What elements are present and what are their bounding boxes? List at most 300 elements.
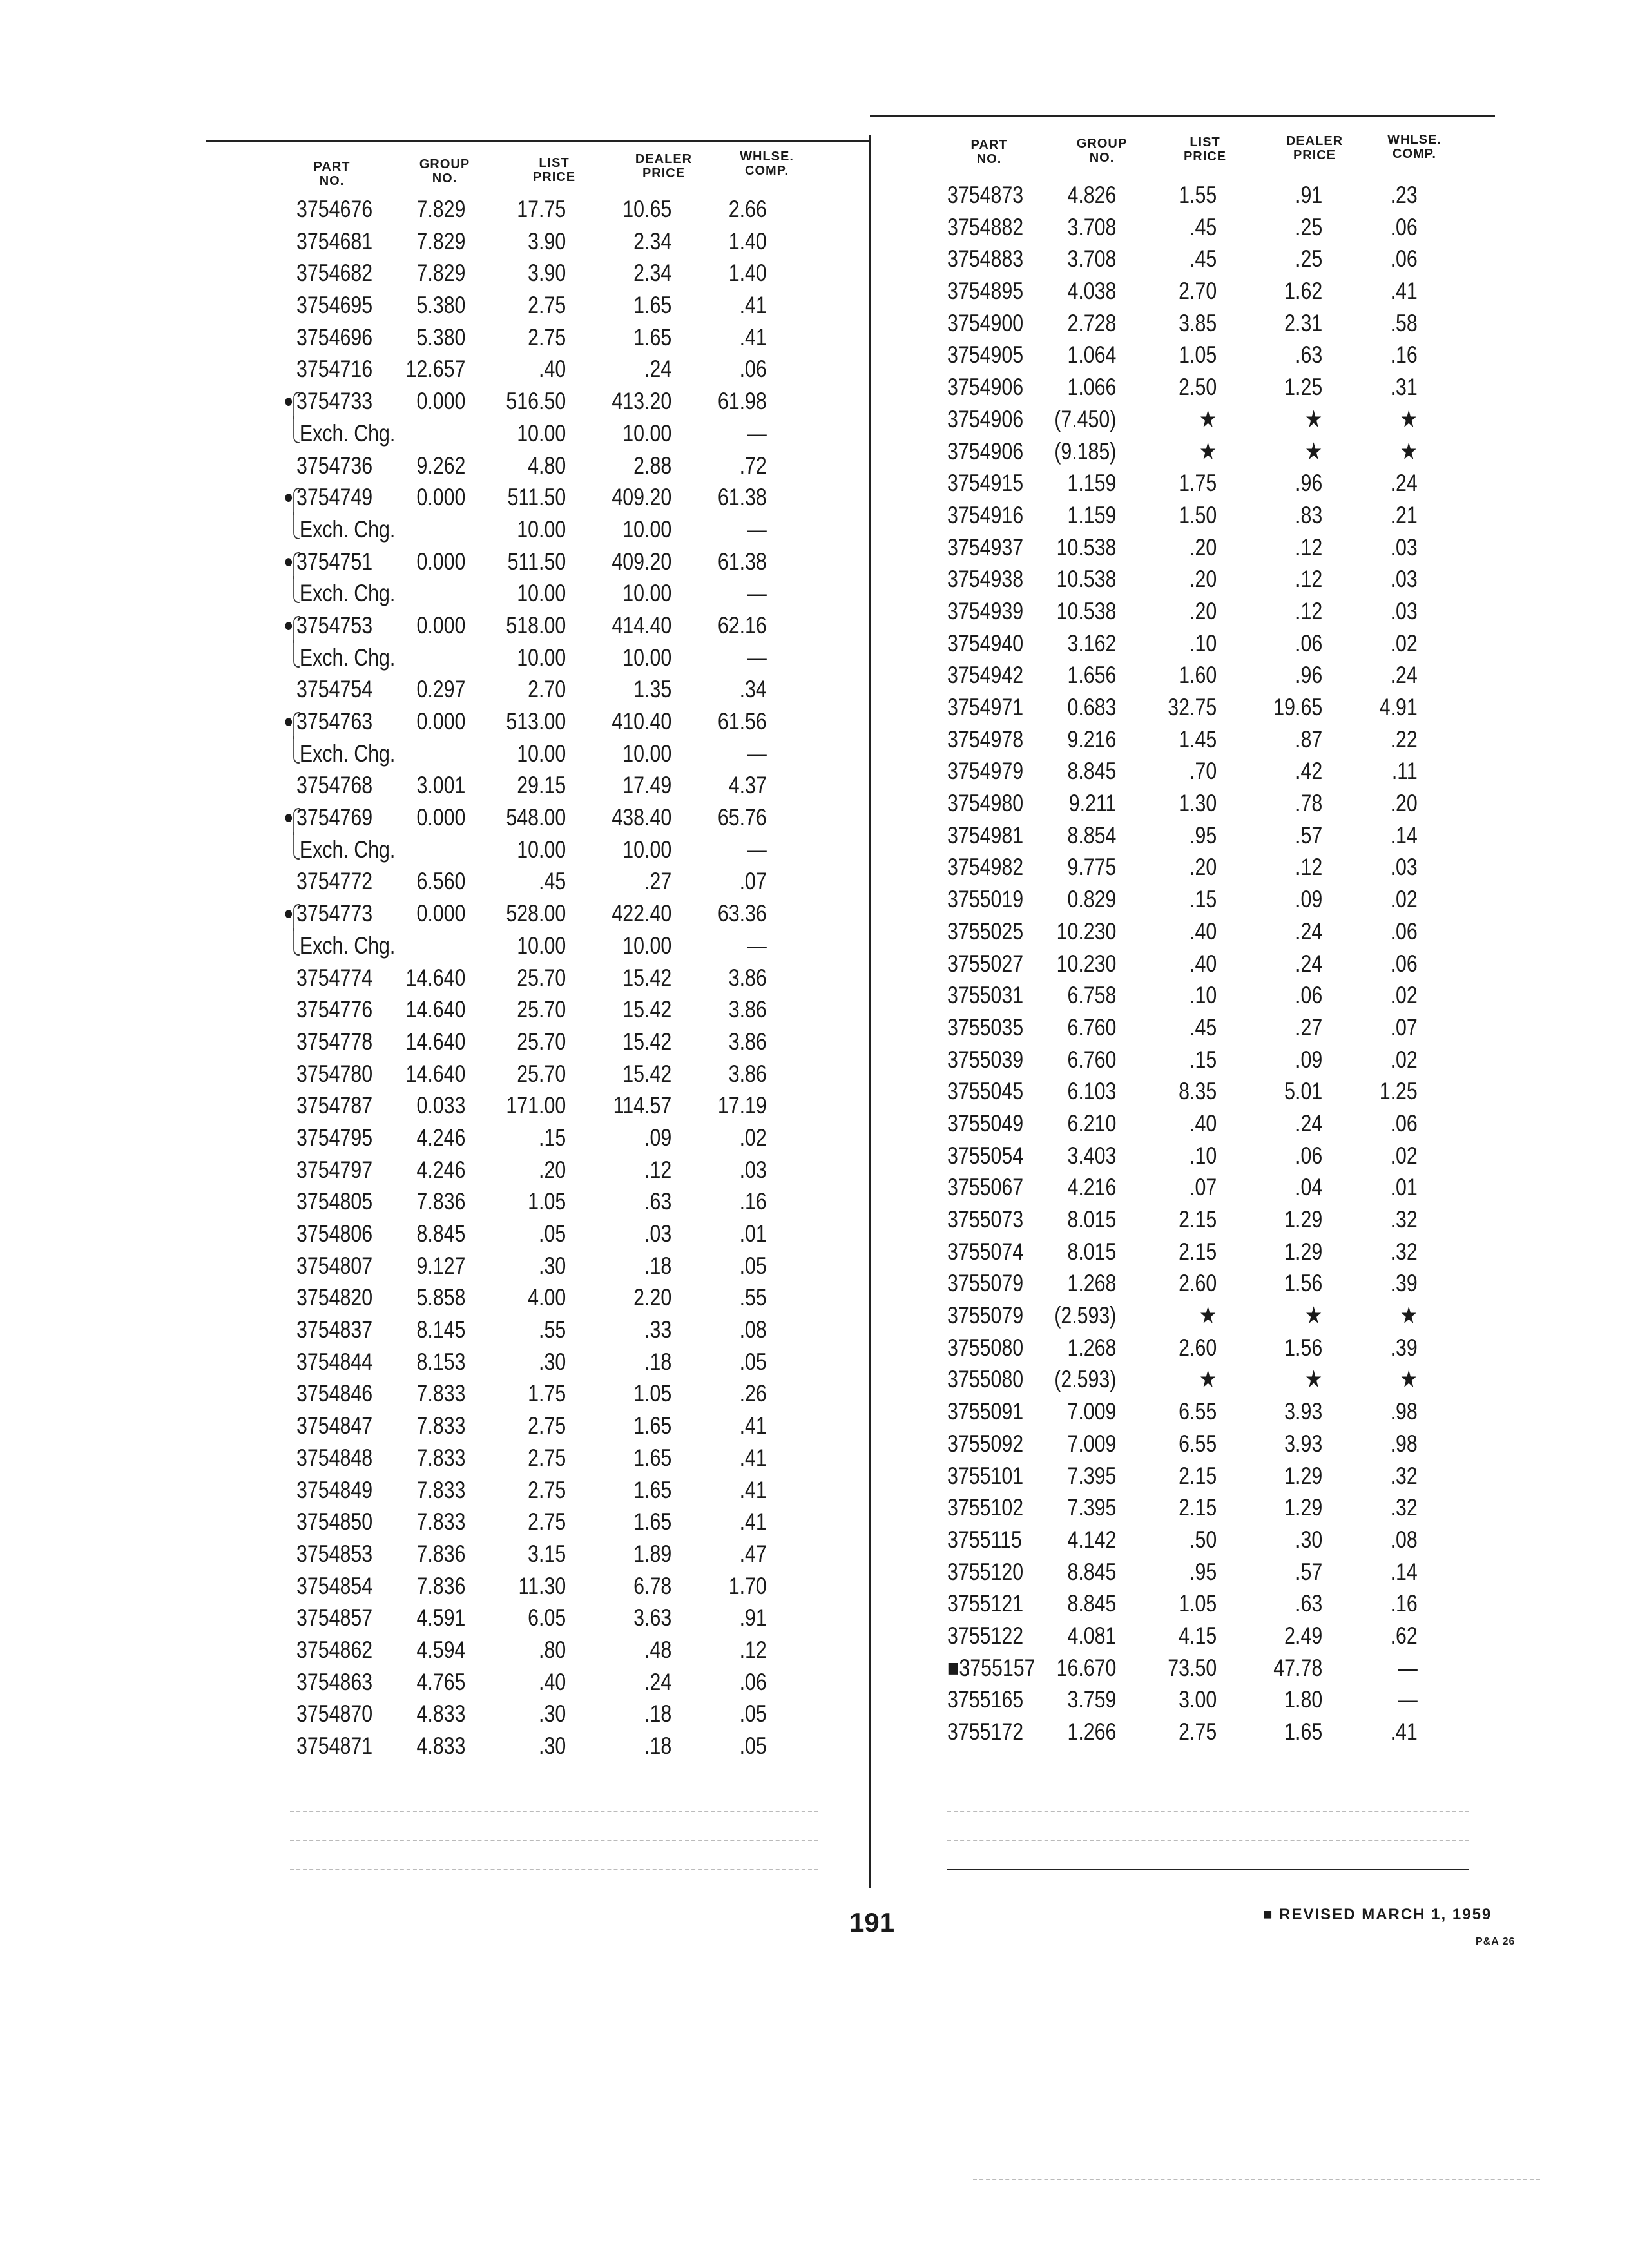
part-number-cell: 3754772 — [296, 868, 373, 895]
table-row — [947, 820, 1423, 852]
list-price-cell: 4.00 — [528, 1284, 566, 1311]
list-price-cell: 2.15 — [1179, 1462, 1217, 1489]
list-price-cell: 548.00 — [506, 804, 566, 831]
group-number-cell: 9.216 — [1067, 726, 1117, 753]
table-row — [296, 257, 772, 289]
list-price-cell: .30 — [539, 1700, 566, 1727]
list-price-cell: .80 — [539, 1636, 566, 1663]
new-part-bullet-icon: ● — [284, 903, 294, 925]
header-list — [1163, 135, 1247, 164]
part-number-cell: 3754895 — [947, 278, 1024, 305]
dealer-price-cell: 414.40 — [612, 611, 672, 639]
part-number-cell: 3755027 — [947, 950, 1024, 977]
group-number-cell: 8.153 — [416, 1348, 466, 1375]
header-part-line1: PART — [970, 138, 1008, 152]
part-number-cell: 3754716 — [296, 356, 373, 383]
wholesale-comp-cell: .22 — [1390, 726, 1418, 753]
dealer-price-cell: 1.65 — [633, 1444, 672, 1471]
part-number-cell: 3754695 — [296, 292, 373, 319]
dealer-price-cell: 10.00 — [622, 419, 672, 447]
dealer-price-cell: 1.29 — [1284, 1206, 1323, 1233]
wholesale-comp-cell: .34 — [739, 676, 767, 703]
list-price-cell: 4.80 — [528, 452, 566, 479]
dealer-price-cell: .06 — [1295, 1142, 1323, 1169]
part-number-cell: 3754971 — [947, 694, 1024, 720]
wholesale-comp-cell: .98 — [1390, 1430, 1418, 1457]
group-number-cell: 4.081 — [1067, 1622, 1117, 1649]
group-number-cell: 0.683 — [1067, 694, 1117, 720]
group-number-cell: 6.210 — [1067, 1110, 1117, 1137]
list-price-cell: .45 — [1190, 245, 1217, 273]
dealer-price-cell: .09 — [644, 1124, 672, 1151]
wholesale-comp-cell: — — [1398, 1654, 1418, 1681]
group-number-cell: 7.833 — [416, 1444, 466, 1471]
wholesale-comp-cell: ★ — [1400, 1366, 1418, 1393]
dealer-price-cell: 1.29 — [1284, 1462, 1323, 1489]
table-row — [296, 994, 772, 1026]
wholesale-comp-cell: .05 — [739, 1733, 767, 1759]
wholesale-comp-cell: .03 — [1390, 566, 1418, 593]
header-whlse-line2: COMP. — [745, 164, 789, 178]
header-whlse-line2: COMP. — [1393, 147, 1436, 161]
bottom-rule-right — [947, 1869, 1469, 1870]
table-row — [296, 962, 772, 994]
header-dealer-line1: DEALER — [635, 152, 693, 166]
list-price-cell: 10.00 — [517, 644, 566, 671]
dealer-price-cell: 1.29 — [1284, 1494, 1323, 1521]
group-number-cell: 10.230 — [1056, 950, 1117, 977]
list-price-cell: 17.75 — [517, 196, 566, 222]
table-row — [296, 1122, 772, 1154]
group-number-cell: 4.246 — [416, 1156, 466, 1183]
wholesale-comp-cell: 3.86 — [728, 964, 767, 991]
part-number-cell: 3754805 — [296, 1188, 373, 1215]
dealer-price-cell: 2.88 — [633, 452, 672, 479]
dealer-price-cell: .18 — [644, 1348, 672, 1375]
header-group-line2: NO. — [432, 171, 458, 186]
table-row — [296, 1442, 772, 1474]
wholesale-comp-cell: 63.36 — [717, 900, 767, 927]
part-number-cell: 3754797 — [296, 1156, 373, 1183]
dealer-price-cell: .04 — [1295, 1174, 1323, 1201]
brace-icon — [293, 512, 300, 539]
dealer-price-cell: .24 — [644, 1668, 672, 1695]
list-price-cell: 25.70 — [517, 964, 566, 991]
dealer-price-cell: 438.40 — [612, 804, 672, 831]
part-number-cell: 3754940 — [947, 629, 1024, 657]
group-number-cell: 4.833 — [416, 1733, 466, 1759]
dealer-price-cell: 17.49 — [622, 772, 672, 799]
dealer-price-cell: 1.65 — [1284, 1718, 1323, 1745]
part-number-cell: 3755019 — [947, 886, 1024, 913]
wholesale-comp-cell: .02 — [739, 1124, 767, 1151]
wholesale-comp-cell: .02 — [1390, 629, 1418, 657]
wholesale-comp-cell: 1.40 — [728, 260, 767, 287]
group-number-cell: 3.708 — [1067, 213, 1117, 240]
table-row — [296, 642, 772, 674]
group-number-cell: 1.268 — [1067, 1270, 1117, 1297]
new-part-bullet-icon: ● — [284, 486, 294, 508]
list-price-cell: 2.15 — [1179, 1206, 1217, 1233]
brace-icon — [293, 928, 300, 956]
dealer-price-cell: 409.20 — [612, 548, 672, 575]
dealer-price-cell: 1.65 — [633, 1476, 672, 1503]
group-number-cell: 6.758 — [1067, 982, 1117, 1009]
header-part — [947, 138, 1031, 166]
header-list — [512, 156, 596, 184]
part-number-cell: 3754773 — [296, 900, 373, 927]
table-row — [284, 898, 772, 930]
dealer-price-cell: .57 — [1295, 822, 1323, 849]
dealer-price-cell: .03 — [644, 1220, 672, 1247]
table-row — [947, 1363, 1423, 1396]
table-row — [947, 532, 1423, 564]
table-row — [296, 1698, 772, 1730]
wholesale-comp-cell: .01 — [739, 1220, 767, 1247]
list-price-cell: 10.00 — [517, 932, 566, 959]
table-row — [947, 243, 1423, 275]
list-price-cell: 516.50 — [506, 388, 566, 415]
dealer-price-cell: 10.00 — [622, 836, 672, 863]
table-row — [296, 865, 772, 898]
group-number-cell: 7.395 — [1067, 1462, 1117, 1489]
group-number-cell: 6.560 — [416, 868, 466, 895]
table-row — [296, 1154, 772, 1186]
list-price-cell: 3.15 — [528, 1540, 566, 1567]
group-number-cell: 3.759 — [1067, 1686, 1117, 1713]
list-price-cell: 6.55 — [1179, 1430, 1217, 1457]
table-row — [947, 1300, 1423, 1332]
group-number-cell: 7.829 — [416, 227, 466, 255]
table-row — [296, 1346, 772, 1378]
table-row — [947, 1428, 1423, 1460]
wholesale-comp-cell: .14 — [1390, 822, 1418, 849]
wholesale-comp-cell: .16 — [1390, 341, 1418, 369]
list-price-cell: 25.70 — [517, 1060, 566, 1087]
dealer-price-cell: 15.42 — [622, 964, 672, 991]
dealer-price-cell: .25 — [1295, 245, 1323, 273]
part-number-cell: 3754751 — [296, 548, 373, 575]
part-number-cell: Exch. Chg. — [299, 419, 396, 447]
table-row — [947, 1684, 1423, 1716]
wholesale-comp-cell: — — [747, 419, 767, 447]
group-number-cell: 6.760 — [1067, 1014, 1117, 1041]
list-price-cell: 2.60 — [1179, 1270, 1217, 1297]
wholesale-comp-cell: .08 — [1390, 1526, 1418, 1553]
list-price-cell: 2.75 — [528, 292, 566, 319]
group-number-cell: 8.015 — [1067, 1206, 1117, 1233]
wholesale-comp-cell: 61.38 — [717, 548, 767, 575]
table-row — [947, 1556, 1423, 1588]
header-part-line2: NO. — [319, 174, 345, 188]
wholesale-comp-cell: — — [747, 932, 767, 959]
part-number-cell: 3754844 — [296, 1348, 373, 1375]
part-number-cell: 3754906 — [947, 374, 1024, 401]
page-number: 191 — [849, 1907, 895, 1937]
wholesale-comp-cell: .91 — [739, 1604, 767, 1631]
wholesale-comp-cell: .06 — [1390, 245, 1418, 273]
wholesale-comp-cell: .72 — [739, 452, 767, 479]
dealer-price-cell: ★ — [1304, 437, 1323, 465]
list-price-cell: .10 — [1190, 1142, 1217, 1169]
dealer-price-cell: .24 — [1295, 950, 1323, 977]
dealer-price-cell: .12 — [1295, 566, 1323, 593]
wholesale-comp-cell: .16 — [739, 1188, 767, 1215]
dealer-price-cell: .18 — [644, 1252, 672, 1279]
part-number-cell: 3754915 — [947, 470, 1024, 497]
part-number-cell: 3754846 — [296, 1380, 373, 1407]
part-number-cell: 3754850 — [296, 1508, 373, 1535]
group-number-cell: 14.640 — [405, 996, 466, 1023]
wholesale-comp-cell: .32 — [1390, 1206, 1418, 1233]
list-price-cell: .20 — [1190, 597, 1217, 624]
part-number-cell: 3755067 — [947, 1174, 1024, 1201]
dealer-price-cell: 2.34 — [633, 227, 672, 255]
part-number-cell: 3755080 — [947, 1366, 1024, 1393]
table-row — [296, 1250, 772, 1282]
header-list-line1: LIST — [1190, 135, 1220, 149]
group-number-cell: 7.833 — [416, 1380, 466, 1407]
part-number-cell: 3754906 — [947, 405, 1024, 432]
wholesale-comp-cell: 61.56 — [717, 708, 767, 735]
wholesale-comp-cell: .05 — [739, 1348, 767, 1375]
part-number-cell: 3754848 — [296, 1444, 373, 1471]
group-number-cell: 10.538 — [1056, 566, 1117, 593]
left-price-table — [284, 193, 876, 1762]
part-number-cell: Exch. Chg. — [299, 644, 396, 671]
list-price-cell: 2.75 — [528, 1412, 566, 1439]
group-number-cell: (9.185) — [1054, 437, 1117, 465]
part-number-cell: 3754682 — [296, 260, 373, 287]
table-row — [947, 659, 1423, 691]
dealer-price-cell: .09 — [1295, 1046, 1323, 1073]
dealer-price-cell: .63 — [1295, 341, 1323, 369]
part-number-cell: 3754870 — [296, 1700, 373, 1727]
group-number-cell: (7.450) — [1054, 405, 1117, 432]
table-row — [947, 1171, 1423, 1204]
dealer-price-cell: 1.62 — [1284, 278, 1323, 305]
wholesale-comp-cell: .41 — [739, 1444, 767, 1471]
part-number-cell: 3754978 — [947, 726, 1024, 753]
list-price-cell: 10.00 — [517, 419, 566, 447]
wholesale-comp-cell: .05 — [739, 1700, 767, 1727]
wholesale-comp-cell: .39 — [1390, 1334, 1418, 1361]
list-price-cell: 2.15 — [1179, 1238, 1217, 1265]
table-row — [296, 1314, 772, 1346]
wholesale-comp-cell: .32 — [1390, 1238, 1418, 1265]
group-number-cell: 8.015 — [1067, 1238, 1117, 1265]
list-price-cell: 1.50 — [1179, 501, 1217, 528]
list-price-cell: 32.75 — [1168, 694, 1217, 720]
dealer-price-cell: .27 — [1295, 1014, 1323, 1041]
wholesale-comp-cell: .26 — [739, 1380, 767, 1407]
group-number-cell: 8.845 — [1067, 1558, 1117, 1585]
dealer-price-cell: .25 — [1295, 213, 1323, 240]
wholesale-comp-cell: .02 — [1390, 1142, 1418, 1169]
wholesale-comp-cell: — — [747, 515, 767, 543]
list-price-cell: 2.60 — [1179, 1334, 1217, 1361]
wholesale-comp-cell: .32 — [1390, 1494, 1418, 1521]
group-number-cell: 4.765 — [416, 1668, 466, 1695]
header-whlse-line1: WHLSE. — [740, 149, 794, 164]
list-price-cell: 2.75 — [528, 1508, 566, 1535]
header-group-line1: GROUP — [419, 157, 470, 171]
header-dealer-line2: PRICE — [1293, 148, 1336, 162]
list-price-cell: .30 — [539, 1252, 566, 1279]
list-price-cell: .20 — [1190, 566, 1217, 593]
part-number-cell: 3754749 — [296, 484, 373, 511]
group-number-cell: 4.594 — [416, 1636, 466, 1663]
part-number-cell: 3754938 — [947, 566, 1024, 593]
part-number-cell: 3754939 — [947, 597, 1024, 624]
part-number-cell: 3754853 — [296, 1540, 373, 1567]
table-row — [296, 834, 772, 866]
group-number-cell: 7.833 — [416, 1476, 466, 1503]
dealer-price-cell: .57 — [1295, 1558, 1323, 1585]
wholesale-comp-cell: .03 — [1390, 597, 1418, 624]
part-number-cell: 3754820 — [296, 1284, 373, 1311]
wholesale-comp-cell: .41 — [739, 1508, 767, 1535]
part-number-cell: 3754871 — [296, 1733, 373, 1759]
list-price-cell: .15 — [539, 1124, 566, 1151]
list-price-cell: 2.75 — [1179, 1718, 1217, 1745]
wholesale-comp-cell: 3.86 — [728, 1028, 767, 1055]
list-price-cell: .20 — [1190, 854, 1217, 881]
table-row — [947, 724, 1423, 756]
table-row — [947, 1396, 1423, 1428]
list-price-cell: .45 — [1190, 1014, 1217, 1041]
part-number-cell: 3755091 — [947, 1398, 1024, 1425]
table-row — [947, 948, 1423, 980]
group-number-cell: 7.836 — [416, 1540, 466, 1567]
part-number-cell: 3755054 — [947, 1142, 1024, 1169]
section-code: P&A 26 — [1476, 1936, 1516, 1947]
table-row — [947, 628, 1423, 660]
table-row — [947, 1524, 1423, 1556]
wholesale-comp-cell: .41 — [739, 292, 767, 319]
table-row — [296, 1378, 772, 1410]
header-list-line2: PRICE — [1183, 149, 1227, 164]
group-number-cell: 16.670 — [1056, 1654, 1117, 1681]
part-number-cell: 3754795 — [296, 1124, 373, 1151]
list-price-cell: 3.85 — [1179, 309, 1217, 336]
wholesale-comp-cell: 1.70 — [728, 1572, 767, 1599]
header-part-line2: NO. — [976, 152, 1002, 166]
list-price-cell: ★ — [1199, 1366, 1217, 1393]
part-number-cell: 3754906 — [947, 437, 1024, 465]
wholesale-comp-cell: .02 — [1390, 1046, 1418, 1073]
group-number-cell: 1.159 — [1067, 470, 1117, 497]
part-number-cell: 3755080 — [947, 1334, 1024, 1361]
table-row — [947, 275, 1423, 307]
table-row — [296, 322, 772, 354]
dealer-price-cell: .78 — [1295, 790, 1323, 817]
list-price-cell: .40 — [539, 356, 566, 383]
wholesale-comp-cell: — — [1398, 1686, 1418, 1713]
header-group — [400, 157, 490, 186]
part-number-cell: 3755101 — [947, 1462, 1024, 1489]
table-row — [284, 706, 772, 738]
header-part-line1: PART — [313, 160, 351, 174]
list-price-cell: 6.55 — [1179, 1398, 1217, 1425]
group-number-cell: 0.297 — [416, 676, 466, 703]
dealer-price-cell: 1.80 — [1284, 1686, 1323, 1713]
list-price-cell: 513.00 — [506, 708, 566, 735]
part-number-cell: 3754857 — [296, 1604, 373, 1631]
table-row — [296, 577, 772, 610]
part-number-cell: 3755039 — [947, 1046, 1024, 1073]
wholesale-comp-cell: .03 — [1390, 533, 1418, 561]
wholesale-comp-cell: .06 — [739, 356, 767, 383]
group-number-cell: 4.246 — [416, 1124, 466, 1151]
header-group — [1057, 137, 1147, 165]
list-price-cell: .40 — [539, 1668, 566, 1695]
dealer-price-cell: 2.49 — [1284, 1622, 1323, 1649]
wholesale-comp-cell: .41 — [739, 1476, 767, 1503]
list-price-cell: 511.50 — [507, 484, 566, 511]
table-row — [947, 1108, 1423, 1140]
dealer-price-cell: 15.42 — [622, 1060, 672, 1087]
dealer-price-cell: 2.34 — [633, 260, 672, 287]
header-group-line2: NO. — [1089, 151, 1115, 165]
dealer-price-cell: 1.35 — [633, 676, 672, 703]
header-whlse — [722, 149, 812, 178]
faint-line — [947, 1811, 1469, 1812]
wholesale-comp-cell: .16 — [1390, 1590, 1418, 1617]
part-number-cell: 3754979 — [947, 758, 1024, 785]
dealer-price-cell: .63 — [644, 1188, 672, 1215]
table-row — [296, 289, 772, 322]
table-row — [947, 1492, 1423, 1524]
dealer-price-cell: .12 — [644, 1156, 672, 1183]
group-number-cell: 7.833 — [416, 1412, 466, 1439]
wholesale-comp-cell: .41 — [1390, 278, 1418, 305]
table-row — [947, 563, 1423, 595]
table-row — [947, 1075, 1423, 1108]
group-number-cell: 6.103 — [1067, 1078, 1117, 1105]
faint-line — [290, 1811, 818, 1812]
part-number-cell: 3755035 — [947, 1014, 1024, 1041]
wholesale-comp-cell: .41 — [1390, 1718, 1418, 1745]
new-part-bullet-icon: ● — [284, 614, 294, 636]
part-number-cell: 3755172 — [947, 1718, 1024, 1745]
part-number-cell: Exch. Chg. — [299, 836, 396, 863]
wholesale-comp-cell: 3.86 — [728, 1060, 767, 1087]
table-row — [947, 883, 1423, 916]
group-number-cell: 4.142 — [1067, 1526, 1117, 1553]
table-row — [296, 1218, 772, 1250]
list-price-cell: 29.15 — [517, 772, 566, 799]
table-row — [947, 1460, 1423, 1492]
dealer-price-cell: 15.42 — [622, 996, 672, 1023]
wholesale-comp-cell: 2.66 — [728, 196, 767, 222]
dealer-price-cell: 114.57 — [613, 1092, 672, 1119]
dealer-price-cell: .27 — [644, 868, 672, 895]
dealer-price-cell: 2.31 — [1284, 309, 1323, 336]
dealer-price-cell: 3.93 — [1284, 1398, 1323, 1425]
part-number-cell: 3754776 — [296, 996, 373, 1023]
dealer-price-cell: 1.29 — [1284, 1238, 1323, 1265]
dealer-price-cell: .63 — [1295, 1590, 1323, 1617]
part-number-cell: 3754905 — [947, 341, 1024, 369]
part-number-cell: 3754736 — [296, 452, 373, 479]
group-number-cell: 8.845 — [1067, 758, 1117, 785]
group-number-cell: 1.268 — [1067, 1334, 1117, 1361]
table-row — [947, 787, 1423, 820]
dealer-price-cell: 47.78 — [1273, 1654, 1323, 1681]
wholesale-comp-cell: .07 — [739, 868, 767, 895]
wholesale-comp-cell: 4.37 — [728, 772, 767, 799]
